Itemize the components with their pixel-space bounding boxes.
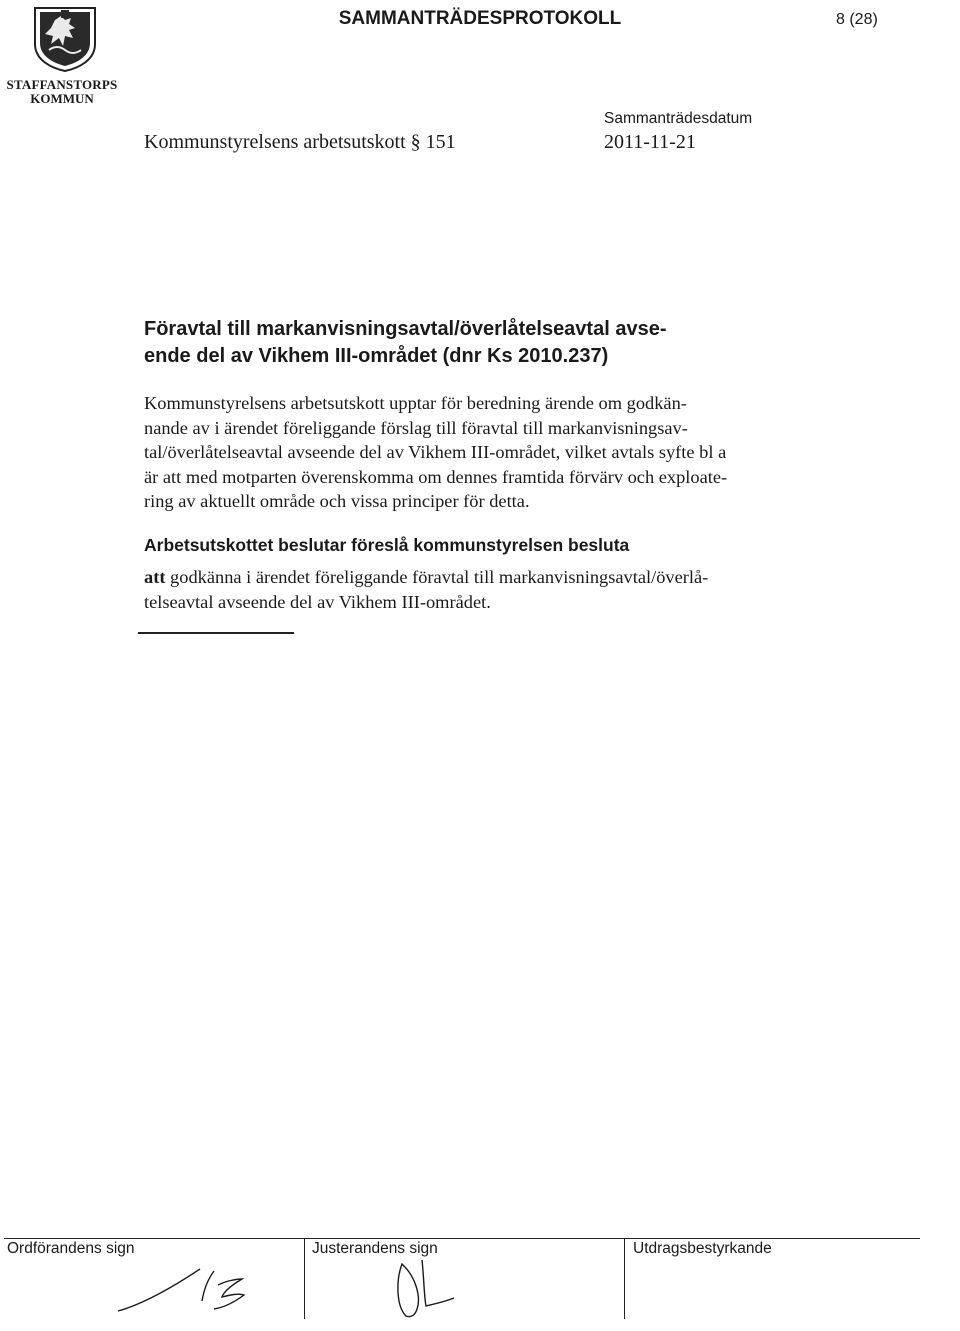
- case-description: [144, 391, 838, 514]
- body-line: nande av i ärendet föreliggande förslag till föravtal till markanvisningsav-: [144, 417, 688, 438]
- meeting-date: 2011-11-21: [604, 131, 696, 153]
- signature-divider: [304, 1238, 305, 1319]
- decision-keyword: att: [144, 567, 166, 587]
- signature-divider: [624, 1238, 625, 1319]
- decision-heading: Arbetsutskottet beslutar föreslå kommunstyrelsen besluta: [144, 535, 630, 555]
- case-title-line: Föravtal till markanvisningsavtal/överlåtelseavtal avse-: [144, 318, 667, 340]
- body-line: tal/överlåtelseavtal avseende del av Vikhem III-området, vilket avtals syfte bl a: [144, 442, 727, 463]
- committee-paragraph: Kommunstyrelsens arbetsutskott § 151: [144, 131, 456, 153]
- decision-text: [144, 565, 838, 614]
- org-name-line2: KOMMUN: [30, 91, 94, 106]
- body-line: ring av aktuellt område och vissa principer för detta.: [144, 491, 530, 512]
- signature-rule: [4, 1238, 920, 1239]
- meeting-date-label: Sammanträdesdatum: [604, 110, 753, 127]
- chair-sign-label: Ordförandens sign: [7, 1240, 135, 1257]
- body-line: Kommunstyrelsens arbetsutskott upptar för beredning ärende om godkän-: [144, 393, 687, 413]
- extract-certification-label: Utdragsbestyrkande: [633, 1240, 772, 1257]
- org-name-line1: STAFFANSTORPS: [6, 77, 118, 92]
- adjuster-sign-label: Justerandens sign: [312, 1240, 438, 1257]
- adjuster-signature-scribble: [382, 1250, 482, 1322]
- case-title: [144, 316, 784, 370]
- page-number: 8 (28): [836, 11, 878, 28]
- section-separator: [138, 632, 294, 634]
- case-title-line: ende del av Vikhem III-området (dnr Ks 2010.237): [144, 345, 609, 367]
- decision-line: [144, 565, 838, 590]
- decision-line: telseavtal avseende del av Vikhem III-området.: [144, 591, 491, 612]
- document-type-title: SAMMANTRÄDESPROTOKOLL: [338, 8, 622, 29]
- chair-signature-scribble: [110, 1255, 270, 1319]
- body-line: är att med motparten överenskomma om dennes framtida förvärv och exploate-: [144, 466, 728, 487]
- decision-line-text: godkänna i ärendet föreliggande föravtal till markanvisningsavtal/överlå-: [165, 567, 709, 587]
